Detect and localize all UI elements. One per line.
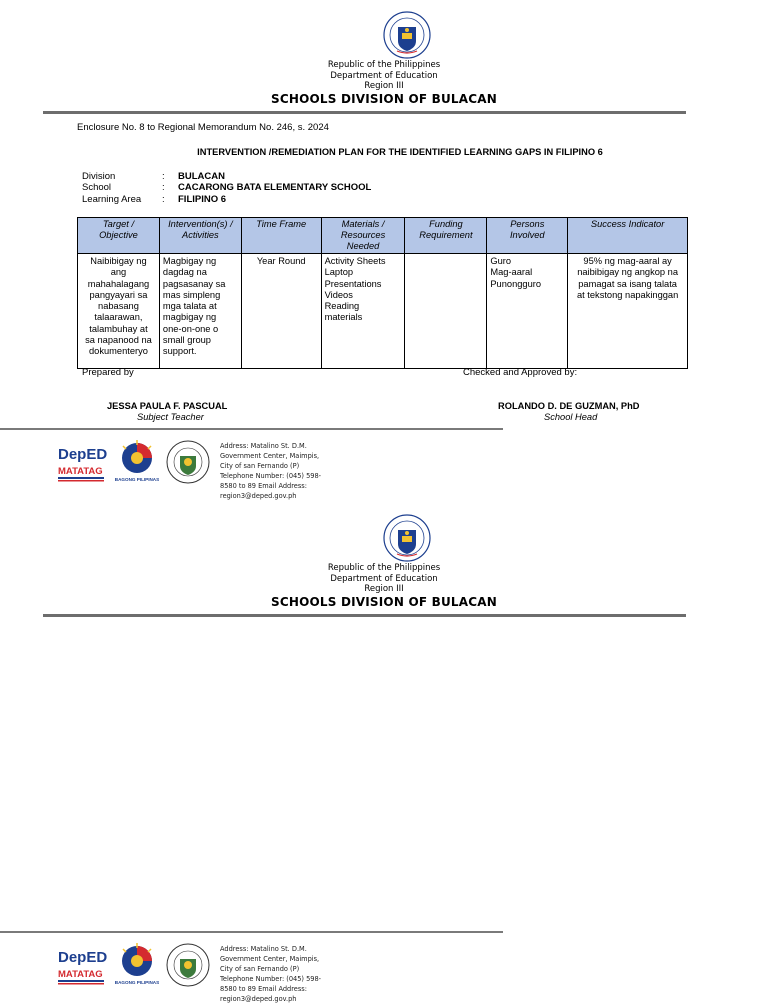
info-label: Learning Area (82, 194, 142, 205)
deped-seal-icon (383, 11, 431, 59)
approver-role: School Head (544, 412, 598, 422)
bagong-logo-word: BAGONG PILIPINAS (114, 980, 160, 985)
letterhead-line-republic: Republic of the Philippines (327, 60, 441, 70)
cell-persons: Guro Mag-aaral Punongguro (487, 254, 568, 369)
address-line: 8580 to 89 Email Address: (220, 985, 307, 994)
letterhead-rule (43, 111, 686, 114)
letterhead-line-department: Department of Education (330, 573, 438, 584)
letterhead-line-department: Department of Education (330, 70, 438, 81)
address-line: City of san Fernando (P) (220, 462, 300, 471)
address-line: Address: Matalino St. D.M. (220, 945, 307, 953)
table-row (78, 254, 688, 369)
address-line: Government Center, Maimpis, (220, 452, 320, 461)
info-label: Division (82, 171, 116, 182)
cell-funding (405, 254, 487, 369)
address-line: region3@deped.gov.ph (220, 995, 297, 1004)
info-value: CACARONG BATA ELEMENTARY SCHOOL (178, 182, 372, 193)
header-success-indicator: Success Indicator (568, 218, 688, 254)
info-colon: : (162, 171, 165, 182)
prepared-by-label: Prepared by (82, 367, 134, 378)
preparer-role: Subject Teacher (137, 412, 204, 422)
table-header-row (78, 218, 688, 254)
address-line: Government Center, Maimpis, (220, 955, 320, 964)
cell-success-indicator: 95% ng mag-aaral ay naibibigay ng angkop na pamagat sa isang talata at tekstong napakinggan (568, 254, 688, 369)
header-intervention: Intervention(s) / Activities (159, 218, 241, 254)
bagong-logo-word: BAGONG PILIPINAS (114, 477, 160, 482)
info-value: FILIPINO 6 (178, 194, 227, 205)
address-line: City of san Fernando (P) (220, 965, 300, 974)
intervention-plan-table (77, 217, 688, 369)
address-line: Telephone Number: (045) 598- (220, 472, 322, 481)
header-funding: Funding Requirement (405, 218, 487, 254)
letterhead-lines (0, 60, 768, 92)
header-persons: Persons Involved (487, 218, 568, 254)
deped-logo-word: DepED (58, 949, 108, 966)
address-line: Address: Matalino St. D.M. (220, 442, 307, 450)
info-colon: : (162, 194, 165, 205)
header-target: Target / Objective (78, 218, 160, 254)
footer-address (220, 441, 330, 502)
region-iii-seal-icon (166, 943, 210, 987)
region-iii-seal-icon (166, 440, 210, 484)
deped-logo-word: DepED (58, 446, 108, 463)
letterhead-lines (0, 563, 768, 595)
plan-title: INTERVENTION /REMEDIATION PLAN FOR THE IDENTIFIED LEARNING GAPS IN FILIPINO 6 (197, 147, 603, 157)
deped-seal-icon (383, 514, 431, 562)
cell-intervention: Magbigay ng dagdag na pagsasanay sa mas simpleng mga talata at magbigay ng one-on-one o small group support. (159, 254, 241, 369)
info-colon: : (162, 182, 165, 193)
bagong-pilipinas-logo (112, 939, 162, 987)
letterhead-division-title: SCHOOLS DIVISION OF BULACAN (270, 595, 497, 609)
deped-matatag-logo (56, 945, 108, 987)
address-line: region3@deped.gov.ph (220, 492, 297, 501)
checked-approved-label: Checked and Approved by: (463, 367, 578, 378)
matatag-logo-word: MATATAG (58, 466, 103, 477)
footer-rule (0, 931, 503, 933)
letterhead-division-title: SCHOOLS DIVISION OF BULACAN (270, 92, 497, 106)
deped-matatag-logo (56, 442, 108, 484)
cell-materials: Activity Sheets Laptop Presentations Videos Reading materials (321, 254, 405, 369)
letterhead-line-republic: Republic of the Philippines (327, 563, 441, 573)
info-value: BULACAN (178, 171, 225, 182)
header-time-frame: Time Frame (241, 218, 321, 254)
letterhead-line-region: Region III (364, 81, 404, 91)
letterhead-rule (43, 614, 686, 617)
footer-rule (0, 428, 503, 430)
footer-address (220, 944, 330, 1005)
bagong-pilipinas-logo (112, 436, 162, 484)
address-line: Telephone Number: (045) 598- (220, 975, 322, 984)
info-label: School (82, 182, 112, 193)
cell-target: Naibibigay ng ang mahahalagang pangyayari sa nabasang talaarawan, talambuhay at sa napanood na dokumenteryo (78, 254, 160, 369)
approver-name: ROLANDO D. DE GUZMAN, PhD (498, 401, 640, 411)
cell-time-frame: Year Round (241, 254, 321, 369)
enclosure-note: Enclosure No. 8 to Regional Memorandum No. 246, s. 2024 (77, 122, 329, 133)
address-line: 8580 to 89 Email Address: (220, 482, 307, 491)
header-materials: Materials / Resources Needed (321, 218, 405, 254)
preparer-name: JESSA PAULA F. PASCUAL (107, 401, 228, 411)
letterhead-line-region: Region III (364, 584, 404, 594)
matatag-logo-word: MATATAG (58, 969, 103, 980)
